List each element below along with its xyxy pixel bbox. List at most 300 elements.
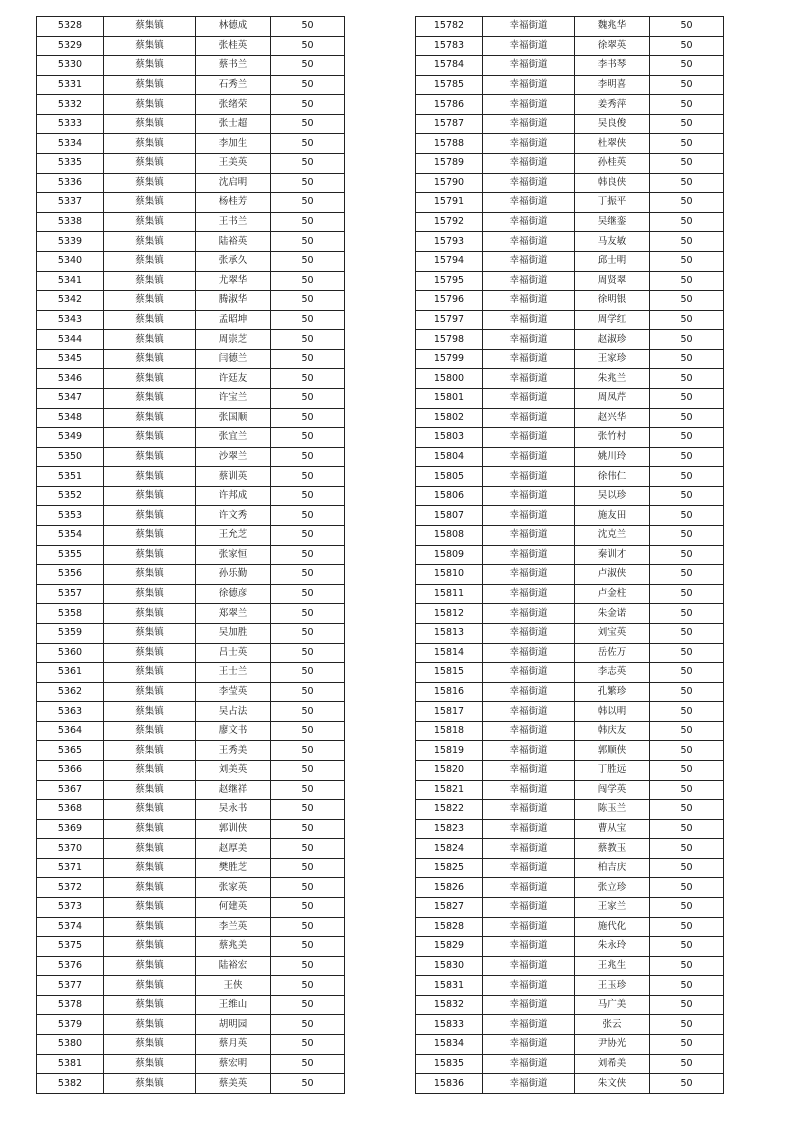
name-cell: 李莹英 bbox=[196, 682, 271, 702]
table-row bbox=[416, 858, 724, 878]
table-row bbox=[416, 702, 724, 722]
name-cell: 柏吉庆 bbox=[575, 858, 650, 878]
name-cell: 张桂英 bbox=[196, 36, 271, 56]
town-cell: 幸福街道 bbox=[483, 956, 575, 976]
id-cell: 15786 bbox=[416, 95, 483, 115]
amount-cell: 50 bbox=[650, 271, 724, 291]
id-cell: 15796 bbox=[416, 291, 483, 311]
town-cell: 蔡集镇 bbox=[104, 760, 196, 780]
id-cell: 15788 bbox=[416, 134, 483, 154]
table-row bbox=[416, 369, 724, 389]
town-cell: 幸福街道 bbox=[483, 330, 575, 350]
amount-cell: 50 bbox=[271, 17, 345, 37]
id-cell: 5343 bbox=[37, 310, 104, 330]
town-cell: 蔡集镇 bbox=[104, 800, 196, 820]
name-cell: 沈启明 bbox=[196, 173, 271, 193]
town-cell: 蔡集镇 bbox=[104, 995, 196, 1015]
amount-cell: 50 bbox=[650, 154, 724, 174]
amount-cell: 50 bbox=[650, 388, 724, 408]
amount-cell: 50 bbox=[271, 760, 345, 780]
id-cell: 15829 bbox=[416, 937, 483, 957]
table-row bbox=[37, 839, 345, 859]
id-cell: 15794 bbox=[416, 251, 483, 271]
amount-cell: 50 bbox=[650, 173, 724, 193]
table-row bbox=[416, 1074, 724, 1094]
id-cell: 15833 bbox=[416, 1015, 483, 1035]
town-cell: 幸福街道 bbox=[483, 741, 575, 761]
amount-cell: 50 bbox=[271, 800, 345, 820]
town-cell: 幸福街道 bbox=[483, 291, 575, 311]
id-cell: 15790 bbox=[416, 173, 483, 193]
left-table bbox=[36, 16, 345, 1094]
table-row bbox=[37, 858, 345, 878]
name-cell: 张绪荣 bbox=[196, 95, 271, 115]
table-row bbox=[37, 1015, 345, 1035]
name-cell: 吴占法 bbox=[196, 702, 271, 722]
town-cell: 蔡集镇 bbox=[104, 565, 196, 585]
name-cell: 施代化 bbox=[575, 917, 650, 937]
table-row bbox=[416, 956, 724, 976]
table-row bbox=[37, 154, 345, 174]
town-cell: 蔡集镇 bbox=[104, 878, 196, 898]
table-row bbox=[416, 388, 724, 408]
town-cell: 蔡集镇 bbox=[104, 721, 196, 741]
name-cell: 陆裕英 bbox=[196, 232, 271, 252]
town-cell: 蔡集镇 bbox=[104, 858, 196, 878]
amount-cell: 50 bbox=[271, 878, 345, 898]
amount-cell: 50 bbox=[271, 330, 345, 350]
amount-cell: 50 bbox=[650, 819, 724, 839]
name-cell: 卢金柱 bbox=[575, 584, 650, 604]
name-cell: 朱兆兰 bbox=[575, 369, 650, 389]
town-cell: 蔡集镇 bbox=[104, 819, 196, 839]
town-cell: 幸福街道 bbox=[483, 780, 575, 800]
name-cell: 赵厚美 bbox=[196, 839, 271, 859]
id-cell: 5376 bbox=[37, 956, 104, 976]
table-row bbox=[416, 526, 724, 546]
amount-cell: 50 bbox=[271, 1035, 345, 1055]
town-cell: 蔡集镇 bbox=[104, 134, 196, 154]
town-cell: 幸福街道 bbox=[483, 95, 575, 115]
amount-cell: 50 bbox=[271, 232, 345, 252]
amount-cell: 50 bbox=[650, 486, 724, 506]
amount-cell: 50 bbox=[271, 917, 345, 937]
town-cell: 幸福街道 bbox=[483, 75, 575, 95]
town-cell: 幸福街道 bbox=[483, 760, 575, 780]
town-cell: 幸福街道 bbox=[483, 349, 575, 369]
id-cell: 15816 bbox=[416, 682, 483, 702]
amount-cell: 50 bbox=[650, 995, 724, 1015]
table-row bbox=[37, 917, 345, 937]
town-cell: 幸福街道 bbox=[483, 1015, 575, 1035]
name-cell: 郑翠兰 bbox=[196, 604, 271, 624]
id-cell: 15802 bbox=[416, 408, 483, 428]
amount-cell: 50 bbox=[650, 349, 724, 369]
id-cell: 15834 bbox=[416, 1035, 483, 1055]
id-cell: 5349 bbox=[37, 428, 104, 448]
id-cell: 15810 bbox=[416, 565, 483, 585]
name-cell: 施友田 bbox=[575, 506, 650, 526]
table-row bbox=[37, 819, 345, 839]
amount-cell: 50 bbox=[650, 56, 724, 76]
id-cell: 5361 bbox=[37, 663, 104, 683]
amount-cell: 50 bbox=[650, 330, 724, 350]
table-row bbox=[37, 1035, 345, 1055]
amount-cell: 50 bbox=[271, 310, 345, 330]
id-cell: 15820 bbox=[416, 760, 483, 780]
amount-cell: 50 bbox=[271, 114, 345, 134]
town-cell: 蔡集镇 bbox=[104, 428, 196, 448]
table-row bbox=[416, 486, 724, 506]
amount-cell: 50 bbox=[271, 995, 345, 1015]
name-cell: 许廷友 bbox=[196, 369, 271, 389]
table-row bbox=[37, 741, 345, 761]
id-cell: 15808 bbox=[416, 526, 483, 546]
town-cell: 幸福街道 bbox=[483, 232, 575, 252]
name-cell: 王允芝 bbox=[196, 526, 271, 546]
id-cell: 5380 bbox=[37, 1035, 104, 1055]
id-cell: 5377 bbox=[37, 976, 104, 996]
town-cell: 蔡集镇 bbox=[104, 956, 196, 976]
name-cell: 姚川玲 bbox=[575, 447, 650, 467]
id-cell: 5360 bbox=[37, 643, 104, 663]
town-cell: 蔡集镇 bbox=[104, 369, 196, 389]
amount-cell: 50 bbox=[271, 604, 345, 624]
name-cell: 沈克兰 bbox=[575, 526, 650, 546]
amount-cell: 50 bbox=[650, 800, 724, 820]
id-cell: 5330 bbox=[37, 56, 104, 76]
name-cell: 吴永书 bbox=[196, 800, 271, 820]
town-cell: 蔡集镇 bbox=[104, 604, 196, 624]
name-cell: 李志英 bbox=[575, 663, 650, 683]
town-cell: 幸福街道 bbox=[483, 878, 575, 898]
table-row bbox=[37, 976, 345, 996]
town-cell: 幸福街道 bbox=[483, 623, 575, 643]
amount-cell: 50 bbox=[271, 408, 345, 428]
table-row bbox=[416, 878, 724, 898]
id-cell: 5348 bbox=[37, 408, 104, 428]
town-cell: 蔡集镇 bbox=[104, 663, 196, 683]
name-cell: 尹协光 bbox=[575, 1035, 650, 1055]
town-cell: 蔡集镇 bbox=[104, 898, 196, 918]
name-cell: 孙桂英 bbox=[575, 154, 650, 174]
name-cell: 王家珍 bbox=[575, 349, 650, 369]
name-cell: 张家英 bbox=[196, 878, 271, 898]
amount-cell: 50 bbox=[271, 447, 345, 467]
table-row bbox=[37, 330, 345, 350]
amount-cell: 50 bbox=[650, 682, 724, 702]
id-cell: 15818 bbox=[416, 721, 483, 741]
amount-cell: 50 bbox=[271, 134, 345, 154]
id-cell: 5354 bbox=[37, 526, 104, 546]
table-row bbox=[416, 330, 724, 350]
name-cell: 吕士英 bbox=[196, 643, 271, 663]
town-cell: 幸福街道 bbox=[483, 1074, 575, 1094]
amount-cell: 50 bbox=[271, 976, 345, 996]
amount-cell: 50 bbox=[650, 291, 724, 311]
name-cell: 张立珍 bbox=[575, 878, 650, 898]
amount-cell: 50 bbox=[271, 291, 345, 311]
amount-cell: 50 bbox=[650, 760, 724, 780]
name-cell: 丁胜远 bbox=[575, 760, 650, 780]
table-row bbox=[416, 193, 724, 213]
table-row bbox=[37, 682, 345, 702]
name-cell: 刘美英 bbox=[196, 760, 271, 780]
table-row bbox=[416, 467, 724, 487]
name-cell: 吴以珍 bbox=[575, 486, 650, 506]
name-cell: 林德成 bbox=[196, 17, 271, 37]
name-cell: 吴良俊 bbox=[575, 114, 650, 134]
name-cell: 郭顺侠 bbox=[575, 741, 650, 761]
name-cell: 李书琴 bbox=[575, 56, 650, 76]
town-cell: 蔡集镇 bbox=[104, 1035, 196, 1055]
town-cell: 蔡集镇 bbox=[104, 271, 196, 291]
name-cell: 徐明银 bbox=[575, 291, 650, 311]
id-cell: 15824 bbox=[416, 839, 483, 859]
amount-cell: 50 bbox=[650, 36, 724, 56]
name-cell: 张国顺 bbox=[196, 408, 271, 428]
name-cell: 蔡宏明 bbox=[196, 1054, 271, 1074]
town-cell: 幸福街道 bbox=[483, 134, 575, 154]
id-cell: 5331 bbox=[37, 75, 104, 95]
id-cell: 5381 bbox=[37, 1054, 104, 1074]
name-cell: 吴继銮 bbox=[575, 212, 650, 232]
table-row bbox=[416, 1054, 724, 1074]
id-cell: 15831 bbox=[416, 976, 483, 996]
id-cell: 15825 bbox=[416, 858, 483, 878]
table-row bbox=[416, 565, 724, 585]
name-cell: 李兰英 bbox=[196, 917, 271, 937]
id-cell: 15783 bbox=[416, 36, 483, 56]
name-cell: 蔡教玉 bbox=[575, 839, 650, 859]
id-cell: 15791 bbox=[416, 193, 483, 213]
id-cell: 15789 bbox=[416, 154, 483, 174]
id-cell: 5345 bbox=[37, 349, 104, 369]
table-row bbox=[37, 878, 345, 898]
id-cell: 15799 bbox=[416, 349, 483, 369]
id-cell: 15801 bbox=[416, 388, 483, 408]
id-cell: 5368 bbox=[37, 800, 104, 820]
town-cell: 蔡集镇 bbox=[104, 1074, 196, 1094]
town-cell: 蔡集镇 bbox=[104, 702, 196, 722]
table-row bbox=[416, 839, 724, 859]
id-cell: 5364 bbox=[37, 721, 104, 741]
id-cell: 5357 bbox=[37, 584, 104, 604]
table-row bbox=[37, 721, 345, 741]
id-cell: 15793 bbox=[416, 232, 483, 252]
name-cell: 韩庆友 bbox=[575, 721, 650, 741]
town-cell: 蔡集镇 bbox=[104, 976, 196, 996]
amount-cell: 50 bbox=[271, 388, 345, 408]
amount-cell: 50 bbox=[271, 193, 345, 213]
name-cell: 王士兰 bbox=[196, 663, 271, 683]
id-cell: 15797 bbox=[416, 310, 483, 330]
table-row bbox=[416, 173, 724, 193]
id-cell: 15828 bbox=[416, 917, 483, 937]
table-row bbox=[37, 584, 345, 604]
id-cell: 5353 bbox=[37, 506, 104, 526]
amount-cell: 50 bbox=[271, 212, 345, 232]
town-cell: 幸福街道 bbox=[483, 369, 575, 389]
name-cell: 王维山 bbox=[196, 995, 271, 1015]
town-cell: 蔡集镇 bbox=[104, 545, 196, 565]
table-row bbox=[416, 114, 724, 134]
amount-cell: 50 bbox=[650, 741, 724, 761]
table-row bbox=[416, 721, 724, 741]
name-cell: 蔡月英 bbox=[196, 1035, 271, 1055]
name-cell: 韩良侠 bbox=[575, 173, 650, 193]
name-cell: 周崇芝 bbox=[196, 330, 271, 350]
town-cell: 蔡集镇 bbox=[104, 212, 196, 232]
table-row bbox=[37, 36, 345, 56]
town-cell: 蔡集镇 bbox=[104, 154, 196, 174]
town-cell: 幸福街道 bbox=[483, 584, 575, 604]
amount-cell: 50 bbox=[650, 780, 724, 800]
town-cell: 幸福街道 bbox=[483, 702, 575, 722]
table-row bbox=[416, 819, 724, 839]
town-cell: 蔡集镇 bbox=[104, 56, 196, 76]
amount-cell: 50 bbox=[271, 154, 345, 174]
town-cell: 幸福街道 bbox=[483, 114, 575, 134]
town-cell: 幸福街道 bbox=[483, 1035, 575, 1055]
id-cell: 15823 bbox=[416, 819, 483, 839]
town-cell: 蔡集镇 bbox=[104, 917, 196, 937]
amount-cell: 50 bbox=[650, 369, 724, 389]
id-cell: 5334 bbox=[37, 134, 104, 154]
id-cell: 5337 bbox=[37, 193, 104, 213]
table-row bbox=[416, 1035, 724, 1055]
town-cell: 蔡集镇 bbox=[104, 780, 196, 800]
amount-cell: 50 bbox=[271, 956, 345, 976]
table-row bbox=[416, 663, 724, 683]
name-cell: 李加生 bbox=[196, 134, 271, 154]
town-cell: 蔡集镇 bbox=[104, 310, 196, 330]
amount-cell: 50 bbox=[271, 643, 345, 663]
id-cell: 15807 bbox=[416, 506, 483, 526]
table-row bbox=[37, 114, 345, 134]
name-cell: 朱永玲 bbox=[575, 937, 650, 957]
id-cell: 15835 bbox=[416, 1054, 483, 1074]
name-cell: 张家恒 bbox=[196, 545, 271, 565]
name-cell: 陆裕宏 bbox=[196, 956, 271, 976]
name-cell: 朱金诺 bbox=[575, 604, 650, 624]
id-cell: 15830 bbox=[416, 956, 483, 976]
amount-cell: 50 bbox=[271, 702, 345, 722]
town-cell: 幸福街道 bbox=[483, 819, 575, 839]
id-cell: 5365 bbox=[37, 741, 104, 761]
id-cell: 5355 bbox=[37, 545, 104, 565]
amount-cell: 50 bbox=[650, 1074, 724, 1094]
id-cell: 15795 bbox=[416, 271, 483, 291]
name-cell: 王家兰 bbox=[575, 898, 650, 918]
town-cell: 幸福街道 bbox=[483, 36, 575, 56]
town-cell: 幸福街道 bbox=[483, 898, 575, 918]
name-cell: 陈玉兰 bbox=[575, 800, 650, 820]
town-cell: 幸福街道 bbox=[483, 995, 575, 1015]
town-cell: 蔡集镇 bbox=[104, 839, 196, 859]
name-cell: 王侠 bbox=[196, 976, 271, 996]
town-cell: 幸福街道 bbox=[483, 721, 575, 741]
town-cell: 幸福街道 bbox=[483, 428, 575, 448]
amount-cell: 50 bbox=[271, 623, 345, 643]
amount-cell: 50 bbox=[650, 898, 724, 918]
id-cell: 5332 bbox=[37, 95, 104, 115]
name-cell: 张云 bbox=[575, 1015, 650, 1035]
name-cell: 沙翠兰 bbox=[196, 447, 271, 467]
name-cell: 卢淑侠 bbox=[575, 565, 650, 585]
table-row bbox=[416, 251, 724, 271]
id-cell: 5379 bbox=[37, 1015, 104, 1035]
table-row bbox=[416, 17, 724, 37]
amount-cell: 50 bbox=[650, 878, 724, 898]
table-row bbox=[37, 1054, 345, 1074]
table-row bbox=[416, 134, 724, 154]
left-table-body bbox=[37, 17, 345, 1094]
name-cell: 周凤芹 bbox=[575, 388, 650, 408]
town-cell: 蔡集镇 bbox=[104, 36, 196, 56]
amount-cell: 50 bbox=[650, 702, 724, 722]
name-cell: 张宜兰 bbox=[196, 428, 271, 448]
amount-cell: 50 bbox=[650, 75, 724, 95]
table-row bbox=[37, 388, 345, 408]
name-cell: 王兆生 bbox=[575, 956, 650, 976]
town-cell: 蔡集镇 bbox=[104, 447, 196, 467]
name-cell: 蔡兆美 bbox=[196, 937, 271, 957]
amount-cell: 50 bbox=[650, 1054, 724, 1074]
amount-cell: 50 bbox=[271, 819, 345, 839]
name-cell: 孔繁珍 bbox=[575, 682, 650, 702]
id-cell: 15798 bbox=[416, 330, 483, 350]
town-cell: 蔡集镇 bbox=[104, 741, 196, 761]
amount-cell: 50 bbox=[271, 584, 345, 604]
name-cell: 许邦成 bbox=[196, 486, 271, 506]
amount-cell: 50 bbox=[650, 212, 724, 232]
name-cell: 廖文书 bbox=[196, 721, 271, 741]
id-cell: 15809 bbox=[416, 545, 483, 565]
id-cell: 15827 bbox=[416, 898, 483, 918]
id-cell: 5347 bbox=[37, 388, 104, 408]
table-row bbox=[37, 428, 345, 448]
town-cell: 幸福街道 bbox=[483, 565, 575, 585]
town-cell: 幸福街道 bbox=[483, 663, 575, 683]
amount-cell: 50 bbox=[271, 721, 345, 741]
town-cell: 蔡集镇 bbox=[104, 486, 196, 506]
name-cell: 张竹村 bbox=[575, 428, 650, 448]
table-row bbox=[37, 95, 345, 115]
amount-cell: 50 bbox=[650, 721, 724, 741]
id-cell: 5372 bbox=[37, 878, 104, 898]
table-row bbox=[37, 271, 345, 291]
id-cell: 5371 bbox=[37, 858, 104, 878]
table-row bbox=[37, 663, 345, 683]
id-cell: 5366 bbox=[37, 760, 104, 780]
name-cell: 王美英 bbox=[196, 154, 271, 174]
name-cell: 周学红 bbox=[575, 310, 650, 330]
name-cell: 孙乐勤 bbox=[196, 565, 271, 585]
name-cell: 尤翠华 bbox=[196, 271, 271, 291]
town-cell: 蔡集镇 bbox=[104, 1015, 196, 1035]
name-cell: 刘宝英 bbox=[575, 623, 650, 643]
town-cell: 幸福街道 bbox=[483, 173, 575, 193]
table-row bbox=[37, 134, 345, 154]
amount-cell: 50 bbox=[650, 232, 724, 252]
town-cell: 蔡集镇 bbox=[104, 408, 196, 428]
amount-cell: 50 bbox=[271, 1074, 345, 1094]
town-cell: 幸福街道 bbox=[483, 310, 575, 330]
town-cell: 幸福街道 bbox=[483, 212, 575, 232]
table-row bbox=[416, 917, 724, 937]
table-row bbox=[416, 898, 724, 918]
